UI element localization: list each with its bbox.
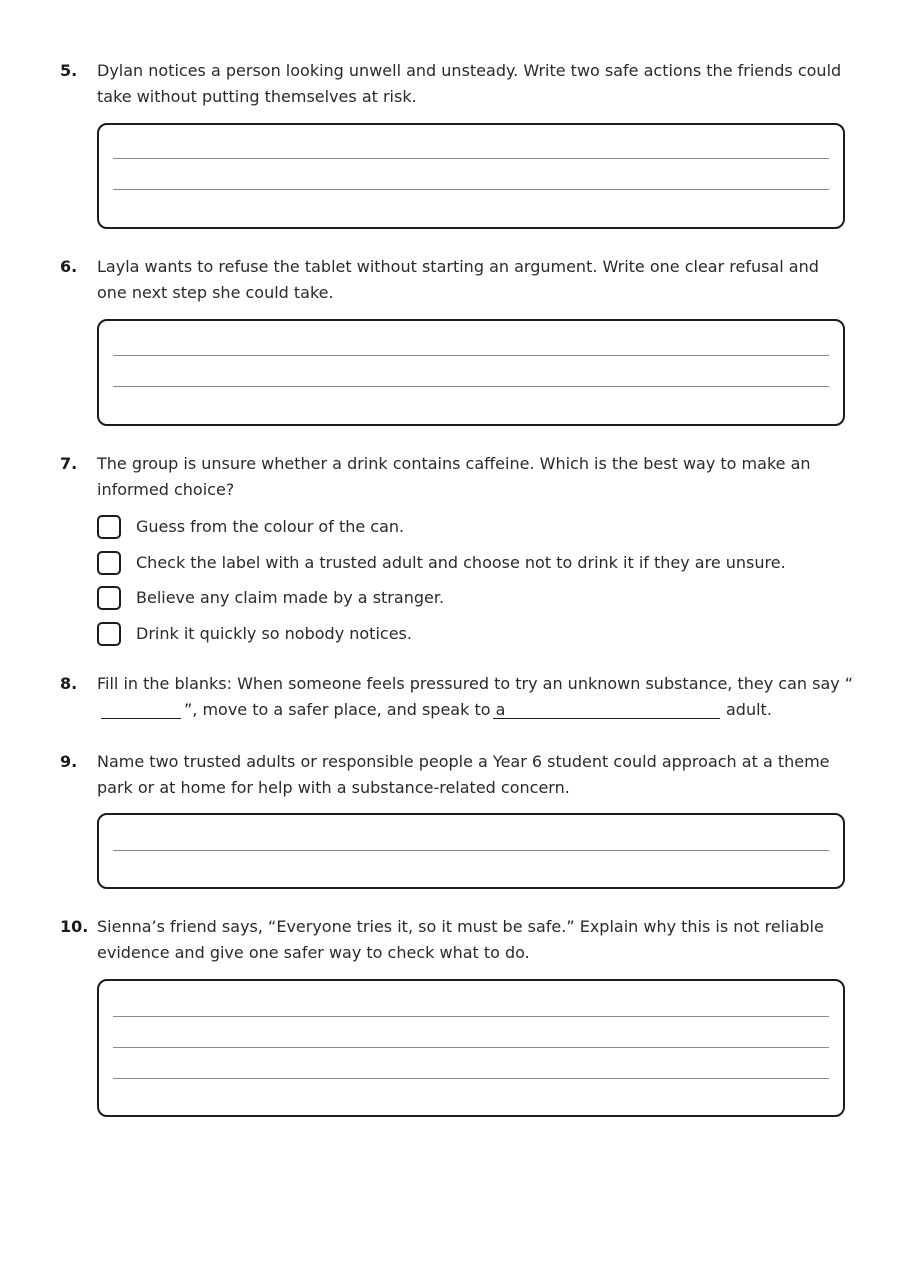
answer-box-q6[interactable] <box>97 319 845 426</box>
question-text: Fill in the blanks: When someone feels pressured to try an unknown substance, they can say “ <box>97 674 854 693</box>
answer-box-q10[interactable] <box>97 979 845 1117</box>
answer-line <box>113 189 829 190</box>
question-6 <box>60 254 850 306</box>
answer-line <box>113 1016 829 1017</box>
fill-end-text: adult. <box>726 700 772 719</box>
answer-line <box>113 355 829 356</box>
answer-box-q5[interactable] <box>97 123 845 229</box>
option-label: Drink it quickly so nobody notices. <box>136 624 412 643</box>
answer-box-q9[interactable] <box>97 813 845 889</box>
blank-adult[interactable] <box>493 718 720 719</box>
question-10 <box>60 914 850 966</box>
answer-line <box>113 158 829 159</box>
question-text: Name two trusted adults or responsible people a Year 6 student could approach at a theme park or at home for help with a substance-related concern. <box>97 752 830 797</box>
question-7 <box>60 451 850 503</box>
question-text: Layla wants to refuse the tablet without starting an argument. Write one clear refusal and one next step she could take. <box>97 257 819 302</box>
question-number: 10. <box>60 917 89 936</box>
question-5 <box>60 58 850 110</box>
question-text: Dylan notices a person looking unwell and unsteady. Write two safe actions the friends could take without putting themselves at risk. <box>97 61 842 106</box>
checkbox[interactable] <box>97 586 121 610</box>
question-number: 8. <box>60 674 78 693</box>
blank-refusal[interactable] <box>101 718 181 719</box>
option-label: Guess from the colour of the can. <box>136 517 405 536</box>
option-label: Check the label with a trusted adult and choose not to drink it if they are unsure. <box>136 553 786 572</box>
question-text: The group is unsure whether a drink contains caffeine. Which is the best way to make an informed choice? <box>97 454 811 499</box>
checkbox[interactable] <box>97 515 121 539</box>
fill-in-row <box>97 697 849 723</box>
question-8 <box>60 671 854 697</box>
question-9 <box>60 749 850 801</box>
question-text: Sienna’s friend says, “Everyone tries it, so it must be safe.” Explain why this is not reliable evidence and give one safer way to check what to do. <box>97 917 824 962</box>
fill-middle-text: ”, move to a safer place, and speak to a <box>184 700 506 719</box>
checkbox[interactable] <box>97 551 121 575</box>
answer-line <box>113 850 829 851</box>
question-number: 6. <box>60 257 78 276</box>
answer-line <box>113 1078 829 1079</box>
option-label: Believe any claim made by a stranger. <box>136 588 445 607</box>
checkbox[interactable] <box>97 622 121 646</box>
question-number: 7. <box>60 454 78 473</box>
question-number: 9. <box>60 752 78 771</box>
answer-line <box>113 1047 829 1048</box>
answer-line <box>113 386 829 387</box>
question-number: 5. <box>60 61 78 80</box>
